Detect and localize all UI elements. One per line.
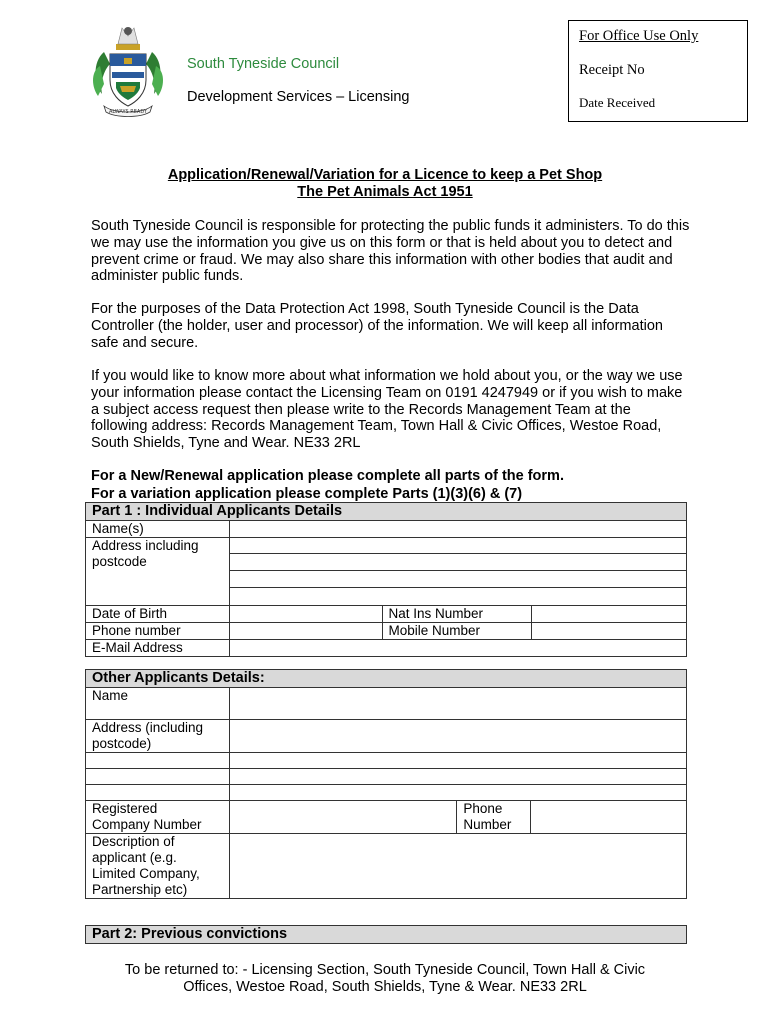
part1-table: [85, 502, 687, 657]
address-label: Address including postcode: [86, 538, 230, 606]
other-address-spacer: [86, 785, 230, 801]
address-field-line2[interactable]: [229, 554, 686, 571]
other-applicants-heading: Other Applicants Details:: [86, 670, 687, 688]
return-address-footer: [0, 962, 770, 996]
svg-text:ALWAYS READY: ALWAYS READY: [109, 109, 147, 115]
address-field-line1[interactable]: [229, 538, 686, 554]
reg-company-label: Registered Company Number: [86, 801, 230, 834]
email-field[interactable]: [229, 640, 686, 657]
other-address-label: Address (including postcode): [86, 720, 230, 753]
applicant-description-field[interactable]: [229, 834, 686, 899]
other-address-spacer: [86, 769, 230, 785]
instruction-variation: For a variation application please complete Parts (1)(3)(6) & (7): [91, 486, 523, 502]
instruction-new-renewal: For a New/Renewal application please complete all parts of the form.: [91, 468, 564, 484]
footer-line1: To be returned to: - Licensing Section, South Tyneside Council, Town Hall & Civic: [124, 962, 646, 978]
names-label: Name(s): [86, 521, 230, 538]
intro-paragraph-fraud: South Tyneside Council is responsible for protecting the public funds it administers. To do this we may use the information you give us on this form or that is held about you to detect and prevent crime or fraud. We may also share this information with other bodies that audit and administer public funds.: [91, 218, 690, 285]
council-name: South Tyneside Council: [187, 56, 340, 72]
office-use-title: For Office Use Only: [579, 28, 699, 44]
receipt-number-label: Receipt No: [579, 62, 645, 78]
other-phone-field[interactable]: [531, 801, 687, 834]
address-field-line4[interactable]: [229, 588, 686, 606]
nat-ins-label: Nat Ins Number: [382, 606, 532, 623]
office-use-box: [568, 20, 748, 122]
intro-paragraph-contact: If you would like to know more about what information we hold about you, or the way we use your information please contact the Licensing Team on 0191 4247949 or if you wish to make a subject access request then please write to the Records Management Team at the following address: Records Management Team, Town Hall & Civic Offices, Westoe Road, South Shields, Tyne and Wear. NE33 2RL: [91, 368, 683, 452]
other-address-spacer: [86, 753, 230, 769]
reg-company-field[interactable]: [229, 801, 457, 834]
phone-field[interactable]: [229, 623, 382, 640]
part1-heading: Part 1 : Individual Applicants Details: [86, 503, 687, 521]
phone-label: Phone number: [86, 623, 230, 640]
footer-line2: Offices, Westoe Road, South Shields, Tyne & Wear. NE33 2RL: [183, 979, 587, 995]
dob-field[interactable]: [229, 606, 382, 623]
email-label: E-Mail Address: [86, 640, 230, 657]
part2-heading: Part 2: Previous convictions: [86, 926, 687, 944]
form-title: Application/Renewal/Variation for a Licence to keep a Pet Shop: [167, 167, 603, 183]
mobile-field[interactable]: [532, 623, 687, 640]
other-name-label: Name: [86, 688, 230, 720]
council-crest-logo: [90, 22, 166, 118]
names-field[interactable]: [229, 521, 686, 538]
other-name-field[interactable]: [229, 688, 686, 720]
intro-paragraph-data-protection: For the purposes of the Data Protection Act 1998, South Tyneside Council is the Data Controller (the holder, user and processor) of the information. We will keep all information safe and secure.: [91, 301, 663, 351]
dob-label: Date of Birth: [86, 606, 230, 623]
other-applicants-table: [85, 669, 687, 899]
other-address-field-line2[interactable]: [229, 753, 686, 769]
address-field-line3[interactable]: [229, 571, 686, 588]
part2-table: [85, 925, 687, 944]
applicant-description-label: Description of applicant (e.g. Limited Company, Partnership etc): [86, 834, 230, 899]
department-name: Development Services – Licensing: [187, 89, 410, 105]
other-address-field-line1[interactable]: [229, 720, 686, 753]
form-subtitle: The Pet Animals Act 1951: [297, 184, 473, 200]
mobile-label: Mobile Number: [382, 623, 532, 640]
date-received-label: Date Received: [579, 95, 656, 110]
nat-ins-field[interactable]: [532, 606, 687, 623]
other-address-field-line4[interactable]: [229, 785, 686, 801]
other-address-field-line3[interactable]: [229, 769, 686, 785]
other-phone-label: Phone Number: [457, 801, 531, 834]
